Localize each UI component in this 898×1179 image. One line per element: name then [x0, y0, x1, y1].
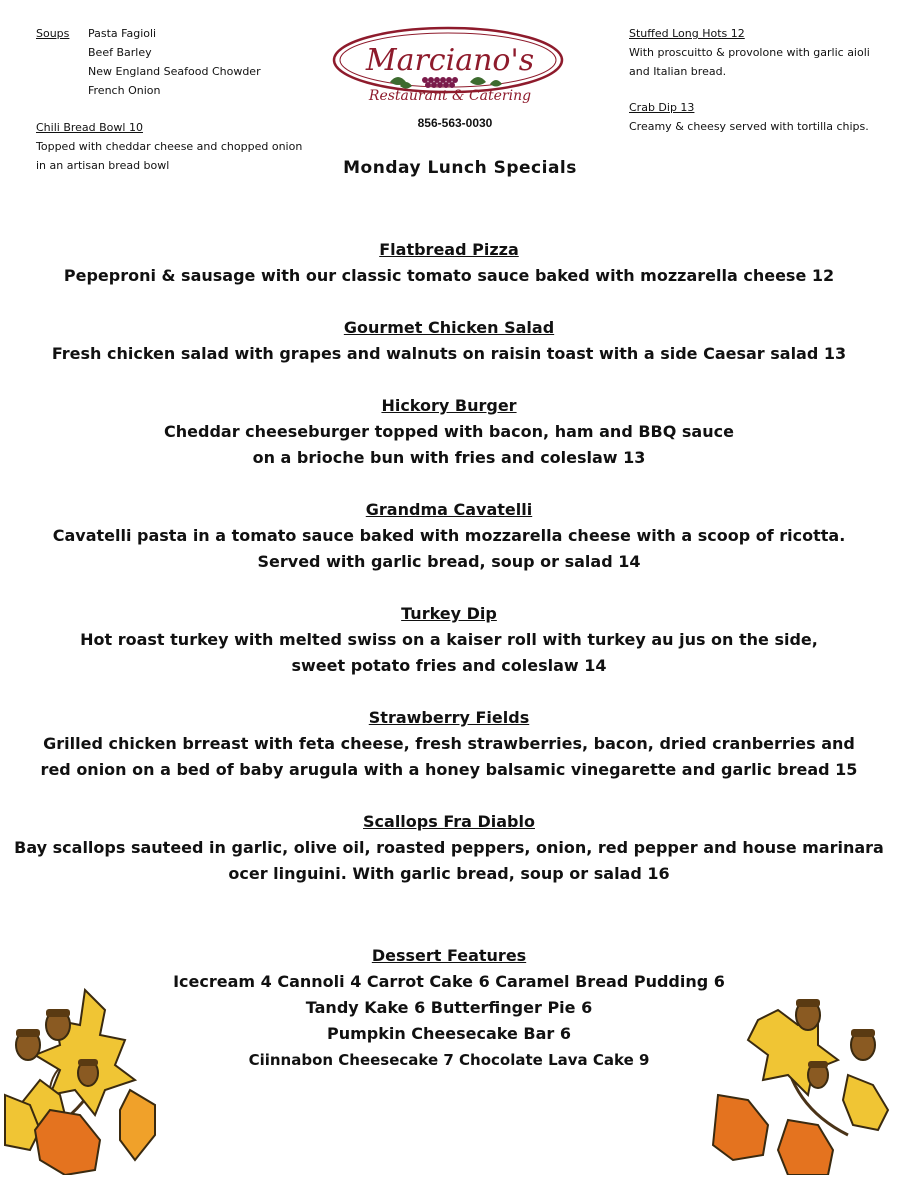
long-hots-block: [629, 24, 889, 81]
crab-dip-block: [629, 98, 889, 136]
logo-name: Marciano's: [365, 43, 535, 78]
special-desc: Hot roast turkey with melted swiss on a kaiser roll with turkey au jus on the side,: [80, 630, 818, 649]
specials-list: [0, 237, 898, 913]
long-hots-desc-line: and Italian bread.: [629, 65, 727, 78]
chili-desc-line: Topped with cheddar cheese and chopped onion: [36, 140, 303, 153]
crab-dip-desc: Creamy & cheesy served with tortilla chips.: [629, 120, 869, 133]
special-desc: sweet potato fries and coleslaw 14: [291, 656, 607, 675]
long-hots-title: Stuffed Long Hots 12: [629, 27, 745, 40]
special-desc: red onion on a bed of baby arugula with a honey balsamic vinegarette and garlic bread 15: [40, 760, 858, 779]
special-desc: Pepeproni & sausage with our classic tomato sauce baked with mozzarella cheese 12: [63, 266, 835, 285]
soups-label: Soups: [36, 27, 70, 40]
special-item: [0, 237, 898, 289]
special-desc: Served with garlic bread, soup or salad 14: [257, 552, 641, 571]
special-desc: on a brioche bun with fries and coleslaw 13: [252, 448, 646, 467]
autumn-leaves-icon: [698, 985, 898, 1175]
crab-dip-title: Crab Dip 13: [629, 101, 695, 114]
special-name: Strawberry Fields: [368, 708, 530, 727]
special-item: [0, 315, 898, 367]
chili-desc-line: in an artisan bread bowl: [36, 159, 170, 172]
special-desc: Cheddar cheeseburger topped with bacon, ham and BBQ sauce: [164, 422, 734, 441]
special-desc: Fresh chicken salad with grapes and walnuts on raisin toast with a side Caesar salad 13: [51, 344, 847, 363]
soups-list: [88, 24, 261, 100]
special-name: Turkey Dip: [401, 604, 497, 623]
dessert-line: Pumpkin Cheesecake Bar 6: [326, 1024, 572, 1043]
chili-title: Chili Bread Bowl 10: [36, 121, 143, 134]
special-item: [0, 601, 898, 679]
phone-number: 856-563-0030: [417, 116, 493, 130]
special-desc: Grilled chicken brreast with feta cheese, fresh strawberries, bacon, dried cranberries and: [43, 734, 855, 753]
autumn-leaves-icon: [0, 985, 205, 1175]
special-item: [0, 497, 898, 575]
soup-item: Beef Barley: [88, 46, 152, 59]
logo-tagline: Restaurant & Catering: [368, 88, 532, 104]
special-name: Flatbread Pizza: [379, 240, 519, 259]
restaurant-logo: [330, 22, 570, 110]
special-desc: Cavatelli pasta in a tomato sauce baked with mozzarella cheese with a scoop of ricotta.: [52, 526, 846, 545]
page-title-text: Monday Lunch Specials: [343, 158, 577, 178]
page-title: [0, 158, 898, 178]
soup-item: New England Seafood Chowder: [88, 65, 261, 78]
special-name: Gourmet Chicken Salad: [343, 318, 555, 337]
special-desc: Bay scallops sauteed in garlic, olive oil, roasted peppers, onion, red pepper and house marinara: [14, 838, 884, 857]
dessert-line: Ciinnabon Cheesecake 7 Chocolate Lava Cake 9: [248, 1051, 650, 1069]
soup-item: French Onion: [88, 84, 161, 97]
special-name: Hickory Burger: [381, 396, 517, 415]
dessert-line: Icecream 4 Cannoli 4 Carrot Cake 6 Caramel Bread Pudding 6: [173, 972, 725, 991]
soups-block: [36, 24, 261, 100]
soup-item: Pasta Fagioli: [88, 27, 157, 40]
special-item: [0, 705, 898, 783]
dessert-title: Dessert Features: [371, 946, 527, 965]
special-item: [0, 393, 898, 471]
special-desc: ocer linguini. With garlic bread, soup or salad 16: [228, 864, 670, 883]
special-name: Grandma Cavatelli: [365, 500, 533, 519]
special-name: Scallops Fra Diablo: [363, 812, 535, 831]
dessert-line: Tandy Kake 6 Butterfinger Pie 6: [305, 998, 593, 1017]
long-hots-desc-line: With proscuitto & provolone with garlic aioli: [629, 46, 870, 59]
special-item: [0, 809, 898, 887]
